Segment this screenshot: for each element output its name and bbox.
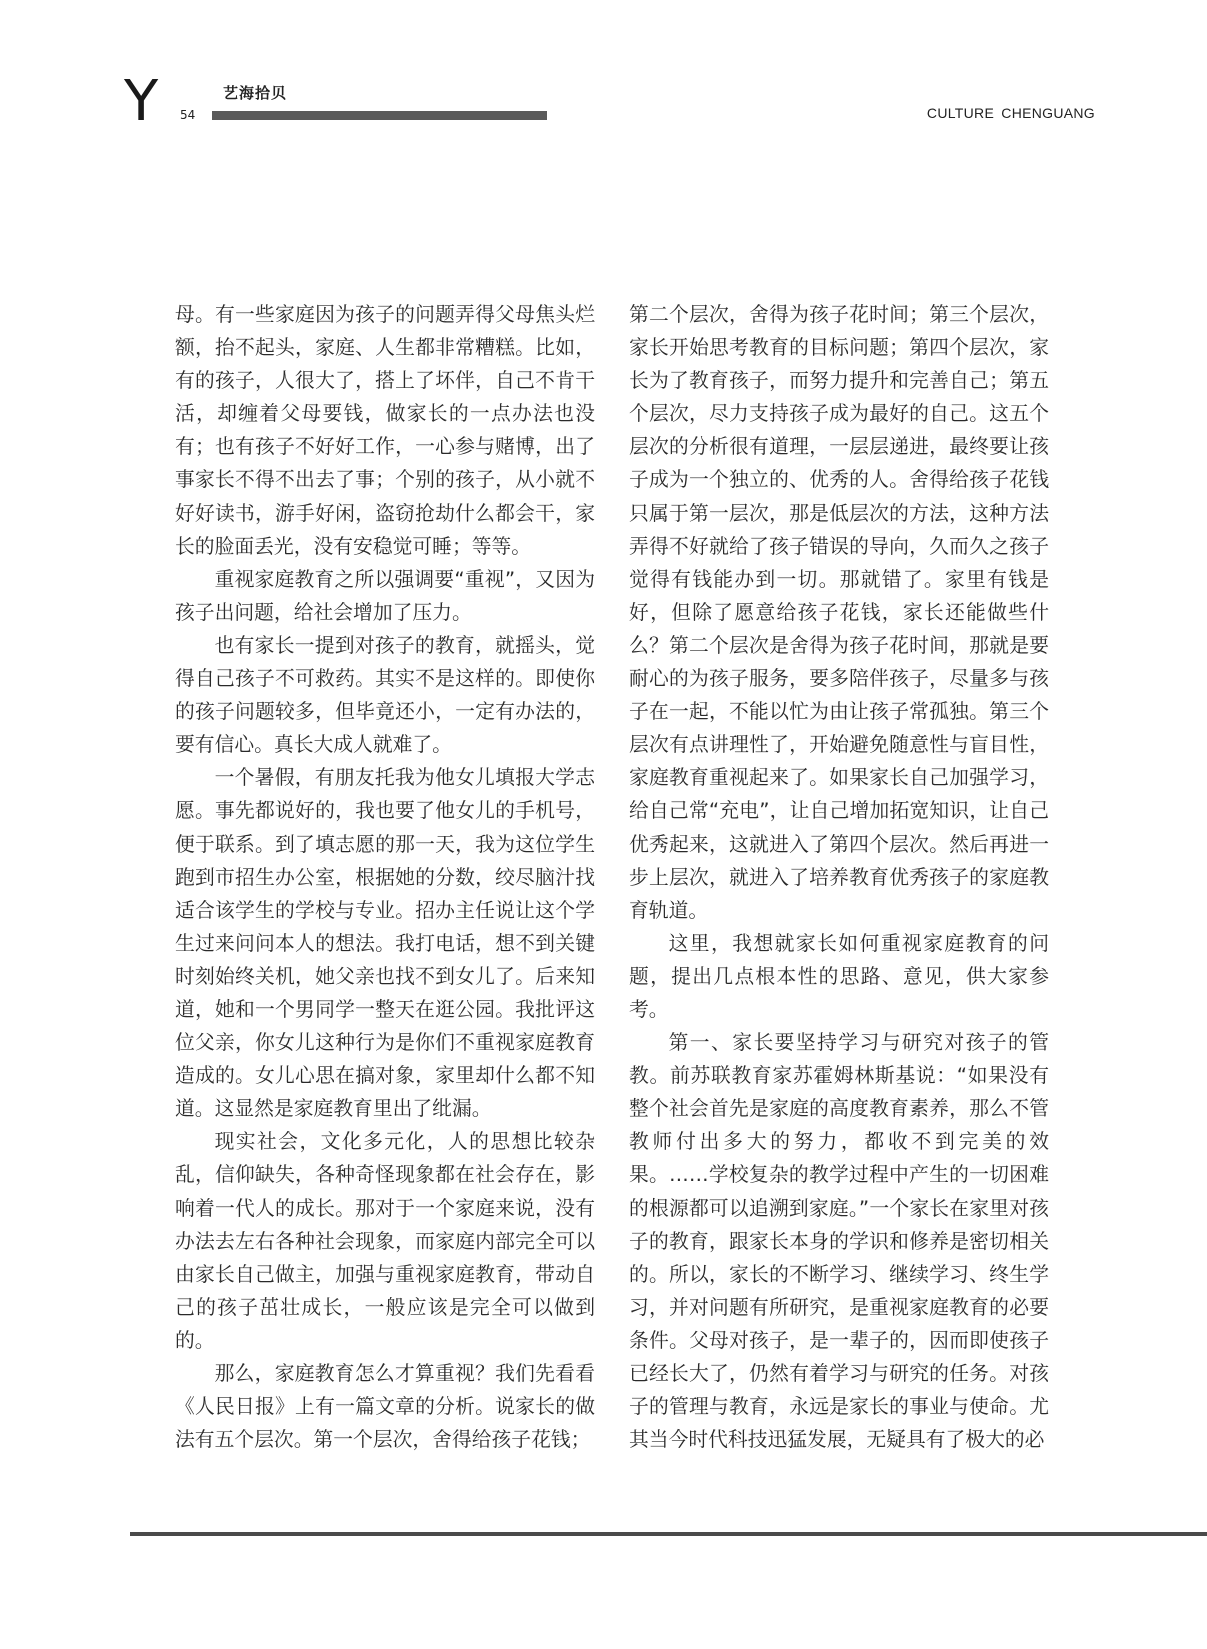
page-number: 54 — [180, 108, 196, 122]
paragraph: 第二个层次，舍得为孩子花时间；第三个层次，家长开始思考教育的目标问题；第四个层次，家长为了教育孩子，而努力提升和完善自己；第五个层次，尽力支持孩子成为最好的自己。这五个层次的分析很有道理，一层层递进，最终要让孩子成为一个独立的、优秀的人。舍得给孩子花钱只属于第一层次，那是低层次的方法，这种方法弄得不好就给了孩子错误的导向，久而久之孩子觉得有钱能办到一切。那就错了。家里有钱是好，但除了愿意给孩子花钱，家长还能做些什么？第二个层次是舍得为孩子花时间，那就是要耐心的为孩子服务，要多陪伴孩子，尽量多与孩子在一起，不能以忙为由让孩子常孤独。第三个层次有点讲理性了，开始避免随意性与盲目性，家庭教育重视起来了。如果家长自己加强学习，给自己常“充电”，让自己增加拓宽知识，让自己优秀起来，这就进入了第四个层次。然后再进一步上层次，就进入了培养教育优秀孩子的家庭教育轨道。 — [629, 303, 1049, 922]
header-bar — [212, 111, 547, 120]
header-letter: Y — [124, 69, 159, 134]
paragraph: 那么，家庭教育怎么才算重视？我们先看看《人民日报》上有一篇文章的分析。说家长的做法有五个层次。第一个层次，舍得给孩子花钱； — [175, 1362, 595, 1452]
paragraph: 这里，我想就家长如何重视家庭教育的问题，提出几点根本性的思路、意见，供大家参考。 — [629, 931, 1049, 1021]
section-title: 艺海拾贝 — [223, 84, 288, 102]
footer-bar — [130, 1532, 1207, 1536]
paragraph: 现实社会，文化多元化，人的思想比较杂乱，信仰缺失，各种奇怪现象都在社会存在，影响着一代人的成长。那对于一个家庭来说，没有办法去左右各种社会现象，而家庭内部完全可以由家长自己做主，加强与重视家庭教育，带动自己的孩子茁壮成长，一般应该是完全可以做到的。 — [175, 1130, 595, 1352]
paragraph: 母。有一些家庭因为孩子的问题弄得父母焦头烂额，抬不起头，家庭、人生都非常糟糕。比如，有的孩子，人很大了，搭上了坏伴，自己不肯干活，却缠着父母要钱，做家长的一点办法也没有；也有孩子不好好工作，一心参与赌博，出了事家长不得不出去了事；个别的孩子，从小就不好好读书，游手好闲，盗窃抢劫什么都会干，家长的脸面丢光，没有安稳觉可睡；等等。 — [175, 303, 595, 558]
paragraph: 重视家庭教育之所以强调要“重视”，又因为孩子出问题，给社会增加了压力。 — [175, 567, 595, 624]
left-column — [175, 298, 595, 1456]
paragraph: 也有家长一提到对孩子的教育，就摇头，觉得自己孩子不可救药。其实不是这样的。即使你的孩子问题较多，但毕竟还小，一定有办法的，要有信心。真长大成人就难了。 — [175, 633, 595, 757]
right-column — [629, 298, 1049, 1456]
magazine-name: CULTURE CHENGUANG — [926, 105, 1095, 121]
paragraph: 一个暑假，有朋友托我为他女儿填报大学志愿。事先都说好的，我也要了他女儿的手机号，便于联系。到了填志愿的那一天，我为这位学生跑到市招生办公室，根据她的分数，绞尽脑汁找适合该学生的学校与专业。招办主任说让这个学生过来问问本人的想法。我打电话，想不到关键时刻始终关机，她父亲也找不到女儿了。后来知道，她和一个男同学一整天在逛公园。我批评这位父亲，你女儿这种行为是你们不重视家庭教育造成的。女儿心思在搞对象，家里却什么都不知道。这显然是家庭教育里出了纰漏。 — [175, 766, 595, 1121]
paragraph: 第一、家长要坚持学习与研究对孩子的管教。前苏联教育家苏霍姆林斯基说：“如果没有整个社会首先是家庭的高度教育素养，那么不管教师付出多大的努力，都收不到完美的效果。……学校复杂的教学过程中产生的一切困难的根源都可以追溯到家庭。”一个家长在家里对孩子的教育，跟家长本身的学识和修养是密切相关的。所以，家长的不断学习、继续学习、终生学习，并对问题有所研究，是重视家庭教育的必要条件。父母对孩子，是一辈子的，因而即使孩子已经长大了，仍然有着学习与研究的任务。对孩子的管理与教育，永远是家长的事业与使命。尤其当今时代科技迅猛发展，无疑具有了极大的必 — [629, 1031, 1049, 1452]
